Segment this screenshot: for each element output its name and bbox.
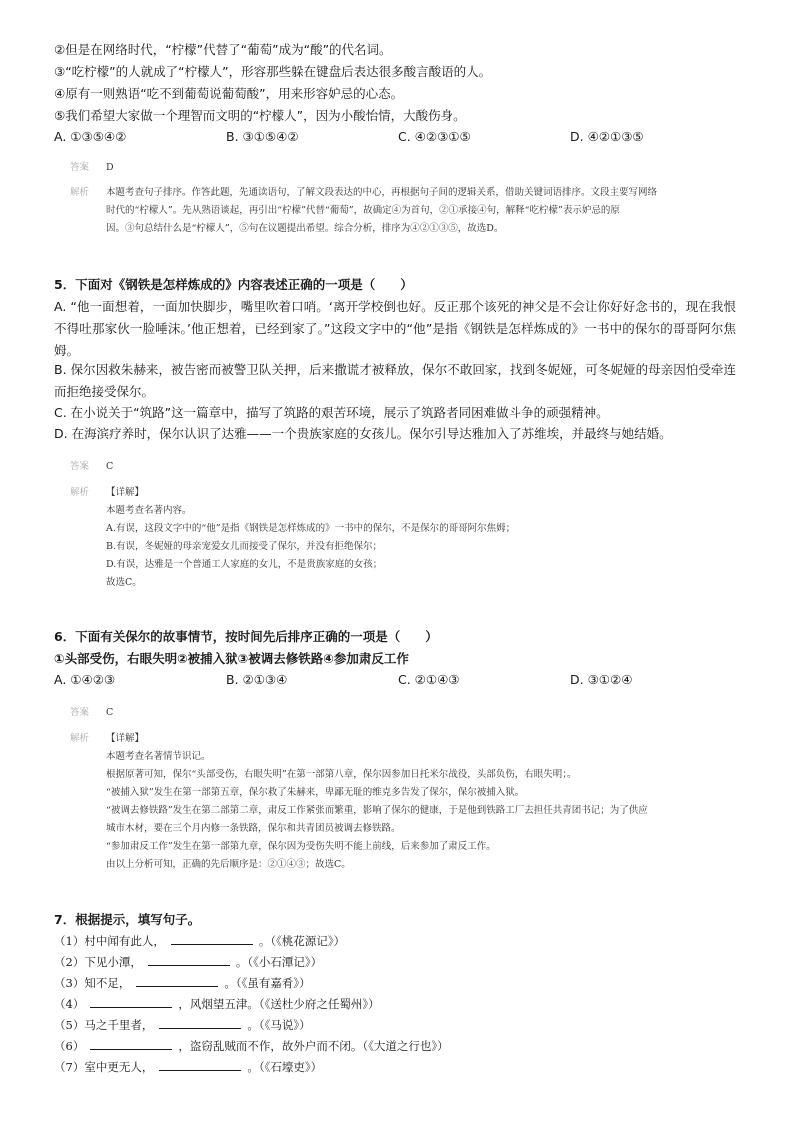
q7-item-prompt: （7）室中更无人， bbox=[54, 1060, 154, 1074]
answer-blank[interactable] bbox=[136, 974, 218, 987]
q6-option-b: B. ②①③④ bbox=[226, 672, 288, 687]
q6-explanation-line: “被调去修铁路”发生在第二部第二章，肃反工作紧张而繁重，影响了保尔的健康，于是他到铁路工厂去担任共青团书记；为了供应 bbox=[106, 805, 648, 816]
q7-item-source: 。（《石壕吏》） bbox=[247, 1060, 323, 1074]
q6-explanation-line: 【详解】 bbox=[106, 733, 145, 744]
q6-explanation-line: “参加肃反工作”发生在第一部第九章，保尔因为受伤失明不能上前线，后来参加了肃反工作。 bbox=[106, 841, 496, 852]
q6-title: 6．下面有关保尔的故事情节，按时间先后排序正确的一项是（ ） bbox=[54, 629, 438, 644]
answer-blank[interactable] bbox=[159, 1058, 241, 1071]
q6-explanation-line: 城市木材，要在三个月内修一条铁路，保尔和共青团员被调去修铁路。 bbox=[106, 823, 401, 834]
q6-events: ①头部受伤，右眼失明②被捕入狱③被调去修铁路④参加肃反工作 bbox=[54, 651, 409, 666]
q6-answer: C bbox=[106, 707, 114, 718]
q6-explanation-line: “被捕入狱”发生在第一部第五章，保尔救了朱赫来，卑鄙无耻的维克多告发了保尔，保尔被捕入狱。 bbox=[106, 787, 525, 798]
q4-option-b: B. ③①⑤④② bbox=[226, 129, 299, 144]
q5-option-d: D. 在海滨疗养时，保尔认识了达雅——一个贵族家庭的女孩儿。保尔引导达雅加入了苏维埃，并最终与她结婚。 bbox=[54, 426, 672, 441]
q7-item-prompt: （6） bbox=[54, 1039, 85, 1053]
q4-explanation bbox=[106, 184, 726, 238]
answer-blank[interactable] bbox=[90, 995, 172, 1008]
q7-item-1 bbox=[54, 932, 345, 950]
q7-item-3 bbox=[54, 974, 311, 992]
q5-explanation-line: 【详解】 bbox=[106, 487, 145, 498]
q5-explanation bbox=[106, 484, 726, 592]
q4-statement-5: ⑤我们希望大家做一个理智而文明的“柠檬人”，因为小酸怡情，大酸伤身。 bbox=[54, 108, 466, 123]
q5-option-b: B. 保尔因救朱赫来，被告密而被警卫队关押，后来撒谎才被释放，保尔不敢回家，找到冬妮娅，可冬妮娅的母亲因怕受牵连而拒绝接受保尔。 bbox=[54, 362, 736, 399]
q7-item-prompt: （4） bbox=[54, 997, 85, 1011]
q6-explanation-label: 解析 bbox=[70, 733, 90, 744]
q4-explanation-line: 本题考查句子排序。作答此题，先通读语句，了解文段表达的中心，再根据句子间的逻辑关系，借助关键词语排序。文段主要写网络 bbox=[106, 187, 658, 198]
q5-explanation-line: D.有误，达雅是一个普通工人家庭的女儿，不是贵族家庭的女孩； bbox=[106, 559, 383, 570]
q6-explanation-line: 根据原著可知，保尔“头部受伤，右眼失明”在第一部第八章，保尔因参加日托米尔战役，头部负伤，右眼失明；。 bbox=[106, 769, 577, 780]
q5-answer: C bbox=[106, 461, 114, 472]
q6-option-c: C. ②①④③ bbox=[398, 672, 460, 687]
answer-blank[interactable] bbox=[171, 932, 253, 945]
q7-title: 7．根据提示，填写句子。 bbox=[54, 912, 201, 927]
q4-statement-4: ④原有一则熟语“吃不到葡萄说葡萄酸”，用来形容妒忌的心态。 bbox=[54, 86, 404, 101]
q7-item-source: 。（《桃花源记》） bbox=[258, 934, 346, 948]
q4-explanation-line: 因。③句总结什么是“柠檬人”，⑤句在议题提出希望。综合分析，排序为④②①③⑤，故选D。 bbox=[106, 223, 504, 234]
q6-option-a: A. ①④②③ bbox=[54, 672, 116, 687]
q4-explanation-label: 解析 bbox=[70, 187, 90, 198]
q4-option-c: C. ④②③①⑤ bbox=[398, 129, 471, 144]
q4-statement-3: ③“吃柠檬”的人就成了“柠檬人”，形容那些躲在键盘后表达很多酸言酸语的人。 bbox=[54, 64, 492, 79]
q6-option-d: D. ③①②④ bbox=[570, 672, 633, 687]
q5-option-a: A. “他一面想着，一面加快脚步，嘴里吹着口哨。‘离开学校倒也好。反正那个该死的神父是不会让你好好念书的，现在我恨不得吐那家伙一脸唾沫。’他正想着，已经到家了。”这段文字中的“他”是指《钢铁是怎样炼成的》一书中的保尔的哥哥阿尔焦姆。 bbox=[54, 299, 736, 358]
q7-item-prompt: （5）马之千里者， bbox=[54, 1018, 154, 1032]
q4-answer: D bbox=[106, 162, 114, 173]
answer-blank[interactable] bbox=[148, 953, 230, 966]
q5-explanation-line: B.有误，冬妮娅的母亲宠爱女儿而接受了保尔，并没有拒绝保尔； bbox=[106, 541, 383, 552]
q5-title: 5．下面对《钢铁是怎样炼成的》内容表述正确的一项是（ ） bbox=[54, 277, 413, 292]
q4-option-d: D. ④②①③⑤ bbox=[570, 129, 644, 144]
q7-item-source: ，盗窃乱贼而不作，故外户而不闭。（《大道之行也》） bbox=[178, 1039, 449, 1053]
q4-option-a: A. ①③⑤④② bbox=[54, 129, 127, 144]
q5-explanation-label: 解析 bbox=[70, 487, 90, 498]
q7-item-source: 。（《马说》） bbox=[247, 1018, 311, 1032]
q7-item-2 bbox=[54, 953, 322, 971]
q7-item-4 bbox=[54, 995, 380, 1013]
q7-item-source: ，风烟望五津。（《送杜少府之任蜀州》） bbox=[178, 997, 380, 1011]
q7-item-7 bbox=[54, 1058, 322, 1076]
q4-statement-2: ②但是在网络时代，“柠檬”代替了“葡萄”成为“酸”的代名词。 bbox=[54, 42, 392, 57]
q6-explanation-line: 本题考查名著情节识记。 bbox=[106, 751, 211, 762]
q7-item-source: 。（《虽有嘉肴》） bbox=[224, 976, 311, 990]
q5-answer-label: 答案 bbox=[70, 461, 90, 472]
q7-item-prompt: （3）知不足， bbox=[54, 976, 131, 990]
q7-item-source: 。（《小石潭记》） bbox=[235, 955, 323, 969]
q7-item-prompt: （1）村中闻有此人， bbox=[54, 934, 165, 948]
q4-answer-label: 答案 bbox=[70, 162, 90, 173]
q7-item-prompt: （2）下见小潭， bbox=[54, 955, 142, 969]
q7-item-6 bbox=[54, 1037, 449, 1055]
q5-explanation-line: 本题考查名著内容。 bbox=[106, 505, 192, 516]
q5-explanation-line: A.有误，这段文字中的“他”是指《钢铁是怎样炼成的》一书中的保尔，不是保尔的哥哥阿尔焦姆； bbox=[106, 523, 516, 534]
q6-answer-label: 答案 bbox=[70, 707, 90, 718]
answer-blank[interactable] bbox=[159, 1016, 241, 1029]
q6-explanation bbox=[106, 730, 726, 874]
q5-explanation-line: 故选C。 bbox=[106, 577, 142, 588]
answer-blank[interactable] bbox=[90, 1037, 172, 1050]
q7-item-5 bbox=[54, 1016, 311, 1034]
q5-option-c: C. 在小说关于“筑路”这一篇章中，描写了筑路的艰苦环境，展示了筑路者同困难做斗争的顽强精神。 bbox=[54, 405, 609, 420]
q4-explanation-line: 时代的“柠檬人”。先从熟语谈起，再引出“柠檬”代替“葡萄”，故确定④为首句，②①承接④句，解释“吃柠檬”表示妒忌的原 bbox=[106, 205, 620, 216]
q6-explanation-line: 由以上分析可知，正确的先后顺序是：②①④③；故选C。 bbox=[106, 859, 351, 870]
